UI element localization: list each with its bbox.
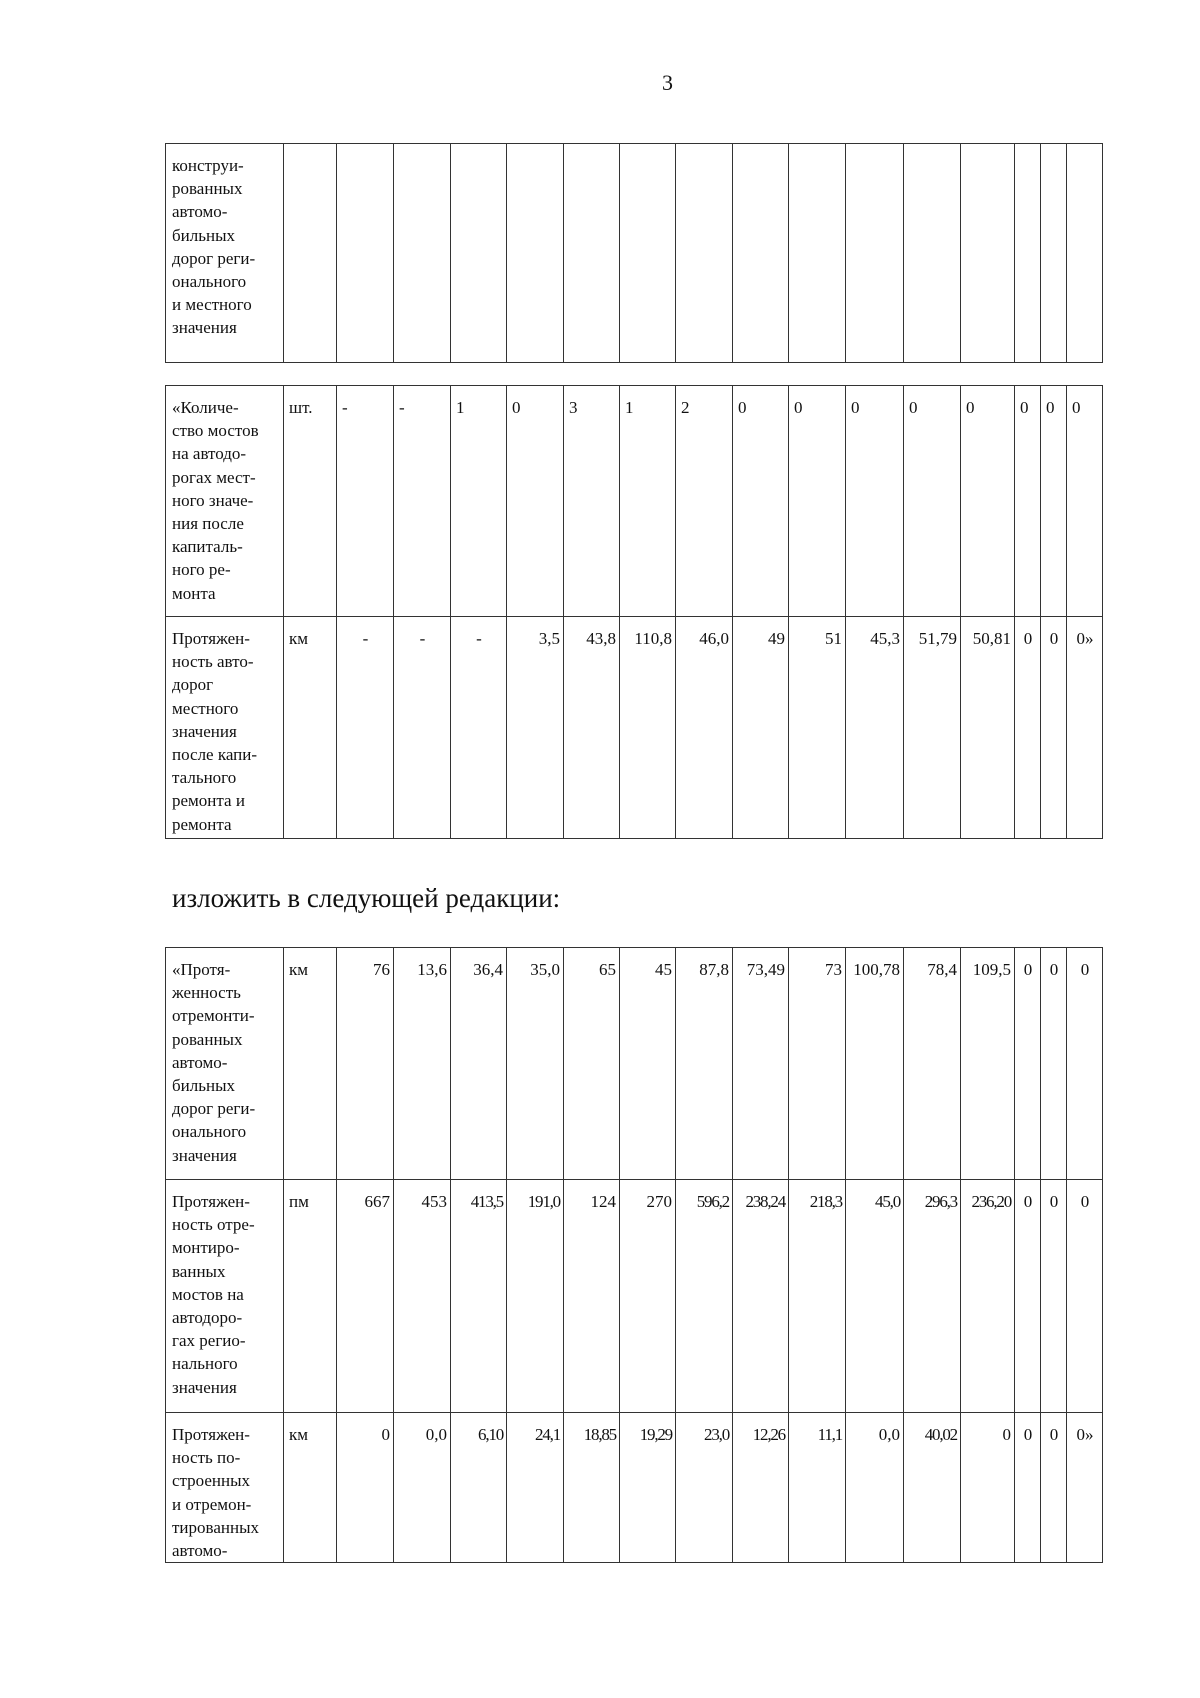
unit-cell: шт. <box>284 386 337 617</box>
value-cell: 100,78 <box>846 948 904 1180</box>
value-cell: 0 <box>1041 617 1067 839</box>
value-cell: 45 <box>620 948 676 1180</box>
value-cell: 76 <box>337 948 394 1180</box>
value-cell: 0 <box>1067 948 1103 1180</box>
value-cell: 236,20 <box>961 1180 1015 1413</box>
value-cell: 65 <box>564 948 620 1180</box>
table-row <box>166 948 1103 1180</box>
value-cell: 0 <box>1015 386 1041 617</box>
row-label: «Количе- ство мостов на автодо- рогах мест- ного значе- ния после капиталь- ного ре- монта <box>166 386 284 617</box>
value-cell: 0 <box>507 386 564 617</box>
row-label: «Протя- женность отремонти- рованных автомо- бильных дорог реги- онального значения <box>166 948 284 1180</box>
value-cell: 36,4 <box>451 948 507 1180</box>
value-cell: 78,4 <box>904 948 961 1180</box>
value-cell: 0 <box>1067 386 1103 617</box>
table-row <box>166 617 1103 839</box>
value-cell: 73,49 <box>733 948 789 1180</box>
value-cell: 0 <box>1041 1180 1067 1413</box>
value-cell: 51 <box>789 617 846 839</box>
value-cell: 0 <box>1041 948 1067 1180</box>
value-cell: 0 <box>961 386 1015 617</box>
table-row <box>166 144 1103 363</box>
value-cell: 35,0 <box>507 948 564 1180</box>
value-cell: - <box>394 386 451 617</box>
table-old-values <box>165 385 1103 839</box>
row-label: конструи- рованных автомо- бильных дорог реги- онального и местного значения <box>166 144 284 363</box>
value-cell: 0 <box>846 386 904 617</box>
value-cell: 110,8 <box>620 617 676 839</box>
amendment-heading: изложить в следующей редакции: <box>172 883 561 913</box>
page-number: 3 <box>662 70 673 95</box>
table-row <box>166 386 1103 617</box>
value-cell: 0 <box>1067 1180 1103 1413</box>
value-cell: 24,1 <box>507 1413 564 1563</box>
value-cell: - <box>451 617 507 839</box>
table-top-continuation <box>165 143 1103 363</box>
unit-cell: км <box>284 948 337 1180</box>
value-cell: 109,5 <box>961 948 1015 1180</box>
value-cell: 270 <box>620 1180 676 1413</box>
value-cell: 46,0 <box>676 617 733 839</box>
value-cell: 13,6 <box>394 948 451 1180</box>
value-cell: 0 <box>904 386 961 617</box>
value-cell: 0» <box>1067 617 1103 839</box>
value-cell: 0 <box>1041 1413 1067 1563</box>
value-cell: 87,8 <box>676 948 733 1180</box>
value-cell: 11,1 <box>789 1413 846 1563</box>
value-cell: 49 <box>733 617 789 839</box>
value-cell: 73 <box>789 948 846 1180</box>
value-cell: 0 <box>961 1413 1015 1563</box>
value-cell: 0 <box>1015 1180 1041 1413</box>
value-cell: 18,85 <box>564 1413 620 1563</box>
row-label: Протяжен- ность по- строенных и отремон- тированных автомо- <box>166 1413 284 1563</box>
value-cell: 0 <box>789 386 846 617</box>
value-cell: 1 <box>451 386 507 617</box>
value-cell: 413,5 <box>451 1180 507 1413</box>
value-cell: 43,8 <box>564 617 620 839</box>
value-cell: 0,0 <box>846 1413 904 1563</box>
value-cell: 2 <box>676 386 733 617</box>
value-cell: - <box>394 617 451 839</box>
table-new-values <box>165 947 1103 1563</box>
value-cell: 45,0 <box>846 1180 904 1413</box>
value-cell: 6,10 <box>451 1413 507 1563</box>
value-cell: 0 <box>337 1413 394 1563</box>
unit-cell: км <box>284 1413 337 1563</box>
value-cell: 12,26 <box>733 1413 789 1563</box>
value-cell: - <box>337 386 394 617</box>
value-cell: 0,0 <box>394 1413 451 1563</box>
value-cell: 40,02 <box>904 1413 961 1563</box>
value-cell: 23,0 <box>676 1413 733 1563</box>
value-cell: 19,29 <box>620 1413 676 1563</box>
value-cell: 0 <box>733 386 789 617</box>
value-cell: 296,3 <box>904 1180 961 1413</box>
value-cell: 3 <box>564 386 620 617</box>
unit-cell: км <box>284 617 337 839</box>
value-cell: 51,79 <box>904 617 961 839</box>
table-row <box>166 1413 1103 1563</box>
value-cell: 596,2 <box>676 1180 733 1413</box>
value-cell: 0» <box>1067 1413 1103 1563</box>
value-cell: 0 <box>1015 948 1041 1180</box>
value-cell: 218,3 <box>789 1180 846 1413</box>
value-cell: 45,3 <box>846 617 904 839</box>
row-label: Протяжен- ность отре- монтиро- ванных мостов на автодоро- гах регио- нального значения <box>166 1180 284 1413</box>
value-cell: 453 <box>394 1180 451 1413</box>
value-cell: 667 <box>337 1180 394 1413</box>
value-cell: 238,24 <box>733 1180 789 1413</box>
value-cell: 124 <box>564 1180 620 1413</box>
value-cell: 1 <box>620 386 676 617</box>
value-cell: 191,0 <box>507 1180 564 1413</box>
value-cell: 3,5 <box>507 617 564 839</box>
unit-cell: пм <box>284 1180 337 1413</box>
value-cell: 50,81 <box>961 617 1015 839</box>
value-cell: 0 <box>1041 386 1067 617</box>
value-cell: 0 <box>1015 617 1041 839</box>
value-cell: 0 <box>1015 1413 1041 1563</box>
value-cell: - <box>337 617 394 839</box>
table-row <box>166 1180 1103 1413</box>
row-label: Протяжен- ность авто- дорог местного значения после капи- тального ремонта и ремонта <box>166 617 284 839</box>
